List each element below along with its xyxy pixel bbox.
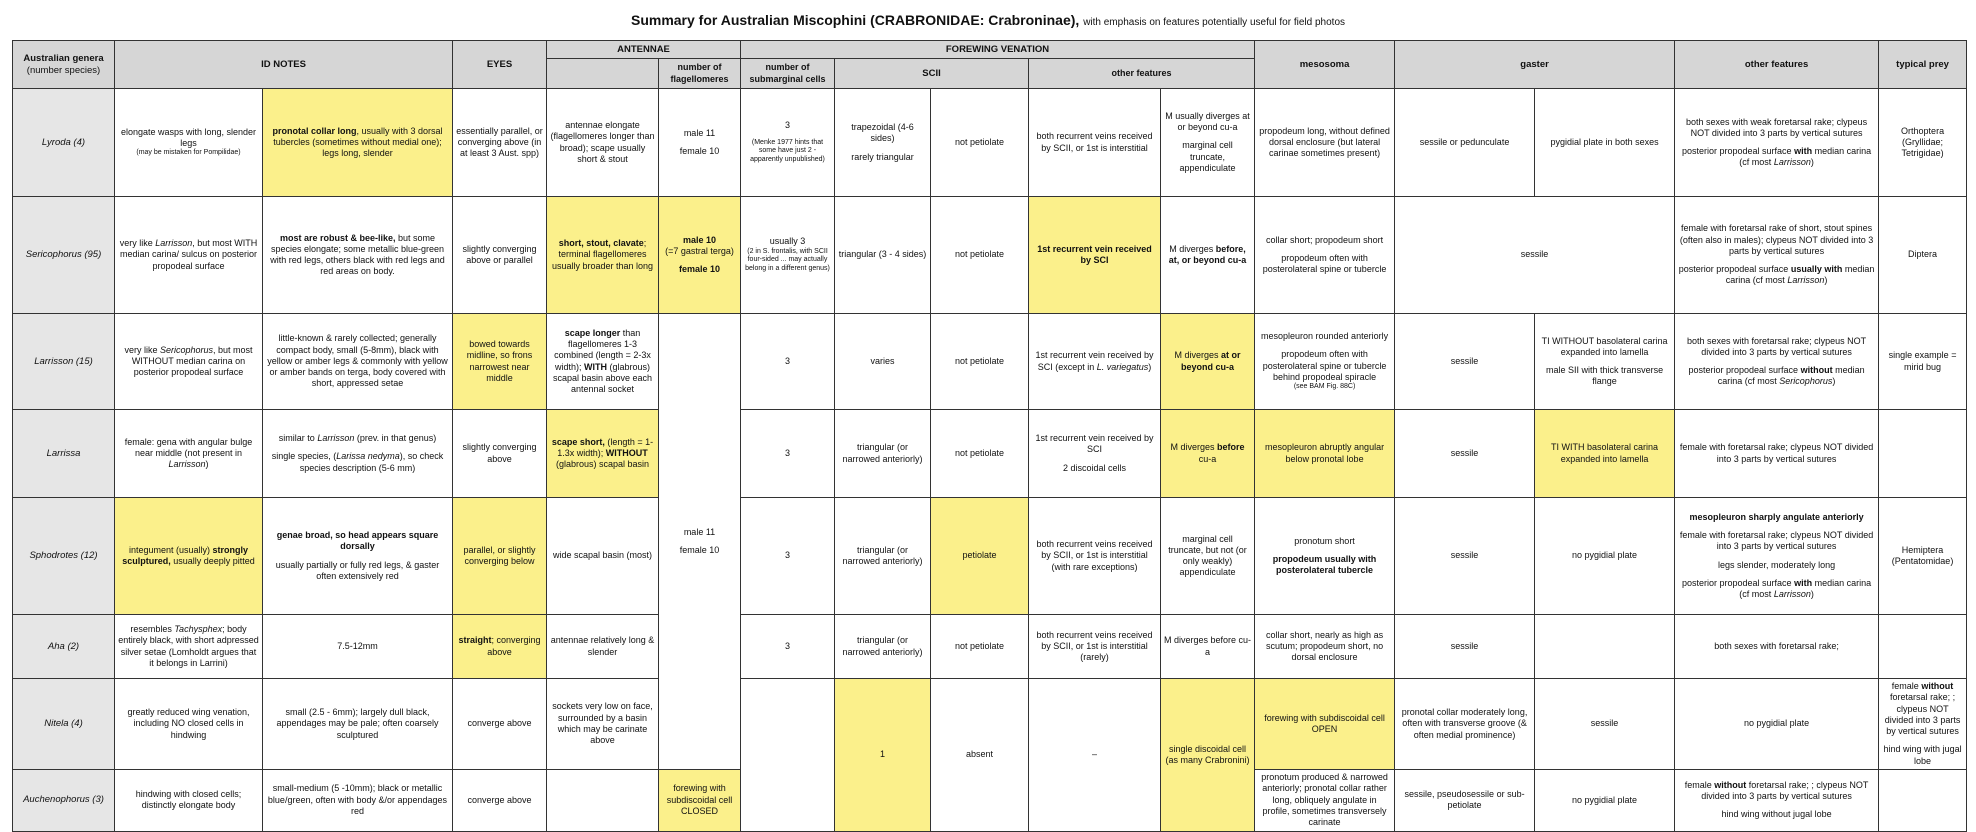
eyes-cell: slightly converging above <box>453 410 547 498</box>
eyes-cell: bowed towards midline, so frons narrowest near middle <box>453 314 547 410</box>
header-wing-other: other features <box>1029 59 1255 89</box>
id-note-highlight: pronotal collar long, usually with 3 dorsal tubercles (sometimes without medial one); legs long, slender <box>263 89 453 197</box>
gaster-cell: sessile, pseudosessile or sub-petiolate <box>1395 769 1535 831</box>
mesosoma-cell: mesopleuron abruptly angular below pronotal lobe <box>1255 410 1395 498</box>
id-note: little-known & rarely collected; generally compact body, small (5-8mm), black with yellow or amber legs & commonly with yellow or amber bands on terga, body covered with short, appressed setae <box>263 314 453 410</box>
table-row-sericophorus <box>13 197 1967 314</box>
petiolate-cell: not petiolate <box>931 314 1029 410</box>
other-features-cell: female without foretarsal rake; ; clypeus NOT divided into 3 parts by vertical sutures hind wing without jugal lobe <box>1675 769 1879 831</box>
other-features-cell: both sexes with weak foretarsal rake; clypeus NOT divided into 3 parts by vertical sutures posterior propodeal surface with median carina (cf most Larrisson) <box>1675 89 1879 197</box>
table-row-larrisson <box>13 314 1967 410</box>
antennae-cell: antennae elongate (flagellomeres longer than broad); scape usually short & stout <box>547 89 659 197</box>
submarginal-cell: 1 <box>835 679 931 832</box>
wing-feature-cell: marginal cell truncate, but not (or only weakly) appendiculate <box>1161 498 1255 615</box>
gaster-cell <box>1535 615 1675 679</box>
wing-feature-cell: 1st recurrent vein received by SCI <box>1029 197 1161 314</box>
wing-feature-cell: both recurrent veins received by SCII, or 1st is interstitial (with rare exceptions) <box>1029 498 1161 615</box>
other-features-cell: both sexes with foretarsal rake; clypeus NOT divided into 3 parts by vertical sutures posterior propodeal surface without median carina (cf most Sericophorus) <box>1675 314 1879 410</box>
eyes-cell: essentially parallel, or converging above (in at least 3 Aust. spp) <box>453 89 547 197</box>
genus-cell: Sericophorus (95) <box>13 197 115 314</box>
flagellomeres-cell: male 11 female 10 <box>659 314 741 770</box>
id-note: resembles Tachysphex; body entirely black, with short adpressed silver setae (Lomholdt argues that it belongs in Larrini) <box>115 615 263 679</box>
gaster-cell: sessile or pedunculate <box>1395 89 1535 197</box>
petiolate-cell: petiolate <box>931 498 1029 615</box>
mesosoma-cell: collar short; propodeum short propodeum often with posterolateral spine or tubercle <box>1255 197 1395 314</box>
other-features-cell: female with foretarsal rake of short, stout spines (often also in males); clypeus NOT divided into 3 parts by vertical sutures posterior propodeal surface usually with median carina (cf most Larrisson) <box>1675 197 1879 314</box>
wing-feature-cell: M usually diverges at or beyond cu-a marginal cell truncate, appendiculate <box>1161 89 1255 197</box>
petiolate-cell: not petiolate <box>931 89 1029 197</box>
submarginal-cell: 3 <box>741 314 835 410</box>
eyes-cell: converge above <box>453 769 547 831</box>
gaster-cell: pygidial plate in both sexes <box>1535 89 1675 197</box>
eyes-cell: slightly converging above or parallel <box>453 197 547 314</box>
table-row-nitela <box>13 679 1967 770</box>
mesosoma-cell: pronotum produced & narrowed anteriorly; pronotal collar rather long, obliquely angulate in profile, sometimes transversely carinate <box>1255 769 1395 831</box>
header-other-features: other features <box>1675 41 1879 89</box>
id-note: female: gena with angular bulge near middle (not present in Larrisson) <box>115 410 263 498</box>
header-antennae: ANTENNAE <box>547 41 741 59</box>
wing-feature-cell: M diverges before cu-a <box>1161 410 1255 498</box>
title-sub: with emphasis on features potentially useful for field photos <box>1083 17 1346 28</box>
table-row-aha <box>13 615 1967 679</box>
wing-feature-cell: single discoidal cell (as many Crabronini) <box>1161 679 1255 832</box>
id-note: most are robust & bee-like, but some species elongate; some metallic blue-green with red legs, others black with red legs and red areas on body. <box>263 197 453 314</box>
summary-table <box>12 40 1967 832</box>
petiolate-cell: not petiolate <box>931 615 1029 679</box>
gaster-cell: no pygidial plate <box>1535 769 1675 831</box>
other-features-cell: both sexes with foretarsal rake; <box>1675 615 1879 679</box>
antennae-cell: antennae relatively long & slender <box>547 615 659 679</box>
scii-cell: triangular (3 - 4 sides) <box>835 197 931 314</box>
submarginal-cell: usually 3 (2 in S. frontalis, with SCII four-sided ... may actually belong in a different genus) <box>741 197 835 314</box>
header-flagellomeres: number of flagellomeres <box>659 59 741 89</box>
genus-cell: Larrissa <box>13 410 115 498</box>
gaster-cell: sessile <box>1395 197 1675 314</box>
genus-cell: Larrisson (15) <box>13 314 115 410</box>
prey-cell: Hemiptera (Pentatomidae) <box>1879 498 1967 615</box>
eyes-cell: parallel, or slightly converging below <box>453 498 547 615</box>
wing-feature-cell: M diverges at or beyond cu-a <box>1161 314 1255 410</box>
other-features-cell: mesopleuron sharply angulate anteriorly female with foretarsal rake; clypeus NOT divided into 3 parts by vertical sutures legs slender, moderately long posterior propodeal surface with median carina (cf most Larrisson) <box>1675 498 1879 615</box>
id-note: 7.5-12mm <box>263 615 453 679</box>
genus-cell: Auchenophorus (3) <box>13 769 115 831</box>
wing-feature-cell: M diverges before, at, or beyond cu-a <box>1161 197 1255 314</box>
mesosoma-cell: collar short, nearly as high as scutum; propodeum short, no dorsal enclosure <box>1255 615 1395 679</box>
header-scii: SCII <box>835 59 1029 89</box>
petiolate-cell: not petiolate <box>931 410 1029 498</box>
eyes-cell: straight; converging above <box>453 615 547 679</box>
table-row-sphodrotes <box>13 498 1967 615</box>
prey-cell <box>1879 615 1967 679</box>
table-row-lyroda <box>13 89 1967 197</box>
header-genera: Australian genera (number species) <box>13 41 115 89</box>
wing-feature-cell: 1st recurrent vein received by SCI 2 discoidal cells <box>1029 410 1161 498</box>
antennae-cell <box>547 769 659 831</box>
submarginal-cell: 3 <box>741 615 835 679</box>
antennae-cell: sockets very low on face, surrounded by a basin which may be carinate above <box>547 679 659 770</box>
scii-cell: varies <box>835 314 931 410</box>
id-note: small (2.5 - 6mm); largely dull black, appendages may be pale; often coarsely sculptured <box>263 679 453 770</box>
id-note: similar to Larrisson (prev. in that genus) single species, (Larissa nedyma), so check species description (5-6 mm) <box>263 410 453 498</box>
eyes-cell: converge above <box>453 679 547 770</box>
wing-feature-cell: forewing with subdiscoidal cell OPEN <box>1255 679 1395 770</box>
scii-cell: triangular (or narrowed anteriorly) <box>835 410 931 498</box>
gaster-cell: sessile <box>1535 679 1675 770</box>
prey-cell: single example = mirid bug <box>1879 314 1967 410</box>
gaster-cell: TI WITHOUT basolateral carina expanded into lamella male SII with thick transverse flange <box>1535 314 1675 410</box>
gaster-cell: no pygidial plate <box>1535 498 1675 615</box>
wing-feature-cell: both recurrent veins received by SCII, or 1st is interstitial (rarely) <box>1029 615 1161 679</box>
genus-cell: Lyroda (4) <box>13 89 115 197</box>
antennae-cell: short, stout, clavate; terminal flagellomeres usually broader than long <box>547 197 659 314</box>
mesosoma-cell: pronotal collar moderately long, often with transverse groove (& often medial prominence) <box>1395 679 1535 770</box>
submarginal-cell: 3 <box>741 498 835 615</box>
petiolate-cell: – <box>1029 679 1161 832</box>
wing-feature-cell: 1st recurrent vein received by SCI (except in L. variegatus) <box>1029 314 1161 410</box>
id-note: very like Larrisson, but most WITH median carina/ sulcus on posterior propodeal surface <box>115 197 263 314</box>
prey-cell <box>1879 410 1967 498</box>
antennae-cell: scape short, (length = 1-1.3x width); WITHOUT (glabrous) scapal basin <box>547 410 659 498</box>
id-note: hindwing with closed cells; distinctly elongate body <box>115 769 263 831</box>
scii-cell: triangular (or narrowed anteriorly) <box>835 498 931 615</box>
mesosoma-cell: propodeum long, without defined dorsal enclosure (but lateral carinae sometimes present) <box>1255 89 1395 197</box>
scii-cell: trapezoidal (4-6 sides) rarely triangular <box>835 89 931 197</box>
id-note: very like Sericophorus, but most WITHOUT median carina on posterior propodeal surface <box>115 314 263 410</box>
header-id-notes: ID NOTES <box>115 41 453 89</box>
prey-cell: Orthoptera (Gryllidae; Tetrigidae) <box>1879 89 1967 197</box>
gaster-cell: sessile <box>1395 615 1535 679</box>
genus-cell: Nitela (4) <box>13 679 115 770</box>
genus-cell: Aha (2) <box>13 615 115 679</box>
header-eyes: EYES <box>453 41 547 89</box>
submarginal-cell: 3 (Menke 1977 hints that some have just 2 - apparently unpublished) <box>741 89 835 197</box>
prey-cell: Diptera <box>1879 197 1967 314</box>
gaster-cell: sessile <box>1395 314 1535 410</box>
petiolate-cell: not petiolate <box>931 197 1029 314</box>
scii-cell: absent <box>931 679 1029 832</box>
id-note-highlight: integument (usually) strongly sculptured, usually deeply pitted <box>115 498 263 615</box>
flagellomeres-cell: male 10 (=7 gastral terga) female 10 <box>659 197 741 314</box>
page-title <box>0 12 1976 28</box>
id-note: small-medium (5 -10mm); black or metallic blue/green, often with body &/or appendages red <box>263 769 453 831</box>
header-gaster: gaster <box>1395 41 1675 89</box>
wing-feature-cell: M diverges before cu-a <box>1161 615 1255 679</box>
other-features-cell: female with foretarsal rake; clypeus NOT divided into 3 parts by vertical sutures <box>1675 410 1879 498</box>
header-prey: typical prey <box>1879 41 1967 89</box>
mesosoma-cell: pronotum short propodeum usually with posterolateral tubercle <box>1255 498 1395 615</box>
flagellomeres-cell: male 11 female 10 <box>659 89 741 197</box>
id-note: greatly reduced wing venation, including NO closed cells in hindwing <box>115 679 263 770</box>
gaster-cell: no pygidial plate <box>1675 679 1879 770</box>
wing-feature-cell: both recurrent veins received by SCII, or 1st is interstitial <box>1029 89 1161 197</box>
header-antennae-blank <box>547 59 659 89</box>
id-note: genae broad, so head appears square dorsally usually partially or fully red legs, & gaster often extensively red <box>263 498 453 615</box>
prey-cell <box>1879 769 1967 831</box>
title-main: Summary for Australian Miscophini (CRABRONIDAE: Crabroninae), <box>630 12 1080 28</box>
genus-cell: Sphodrotes (12) <box>13 498 115 615</box>
mesosoma-cell: mesopleuron rounded anteriorly propodeum often with posterolateral spine or tubercle behind propodeal spiracle (see BAM Fig. 88C) <box>1255 314 1395 410</box>
wing-feature-cell: forewing with subdiscoidal cell CLOSED <box>659 769 741 831</box>
gaster-cell: TI WITH basolateral carina expanded into lamella <box>1535 410 1675 498</box>
flagellomeres-cell <box>741 679 835 832</box>
gaster-cell: sessile <box>1395 410 1535 498</box>
header-mesosoma: mesosoma <box>1255 41 1395 89</box>
header-forewing: FOREWING VENATION <box>741 41 1255 59</box>
header-submarginal: number of submarginal cells <box>741 59 835 89</box>
gaster-cell: sessile <box>1395 498 1535 615</box>
submarginal-cell: 3 <box>741 410 835 498</box>
antennae-cell: wide scapal basin (most) <box>547 498 659 615</box>
id-note: elongate wasps with long, slender legs (may be mistaken for Pompilidae) <box>115 89 263 197</box>
antennae-cell: scape longer than flagellomeres 1-3 combined (length = 2-3x width); WITH (glabrous) scapal basin above each antennal socket <box>547 314 659 410</box>
table-row-larrissa <box>13 410 1967 498</box>
scii-cell: triangular (or narrowed anteriorly) <box>835 615 931 679</box>
other-features-cell: female without foretarsal rake; ; clypeus NOT divided into 3 parts by vertical sutures hind wing with jugal lobe <box>1879 679 1967 770</box>
